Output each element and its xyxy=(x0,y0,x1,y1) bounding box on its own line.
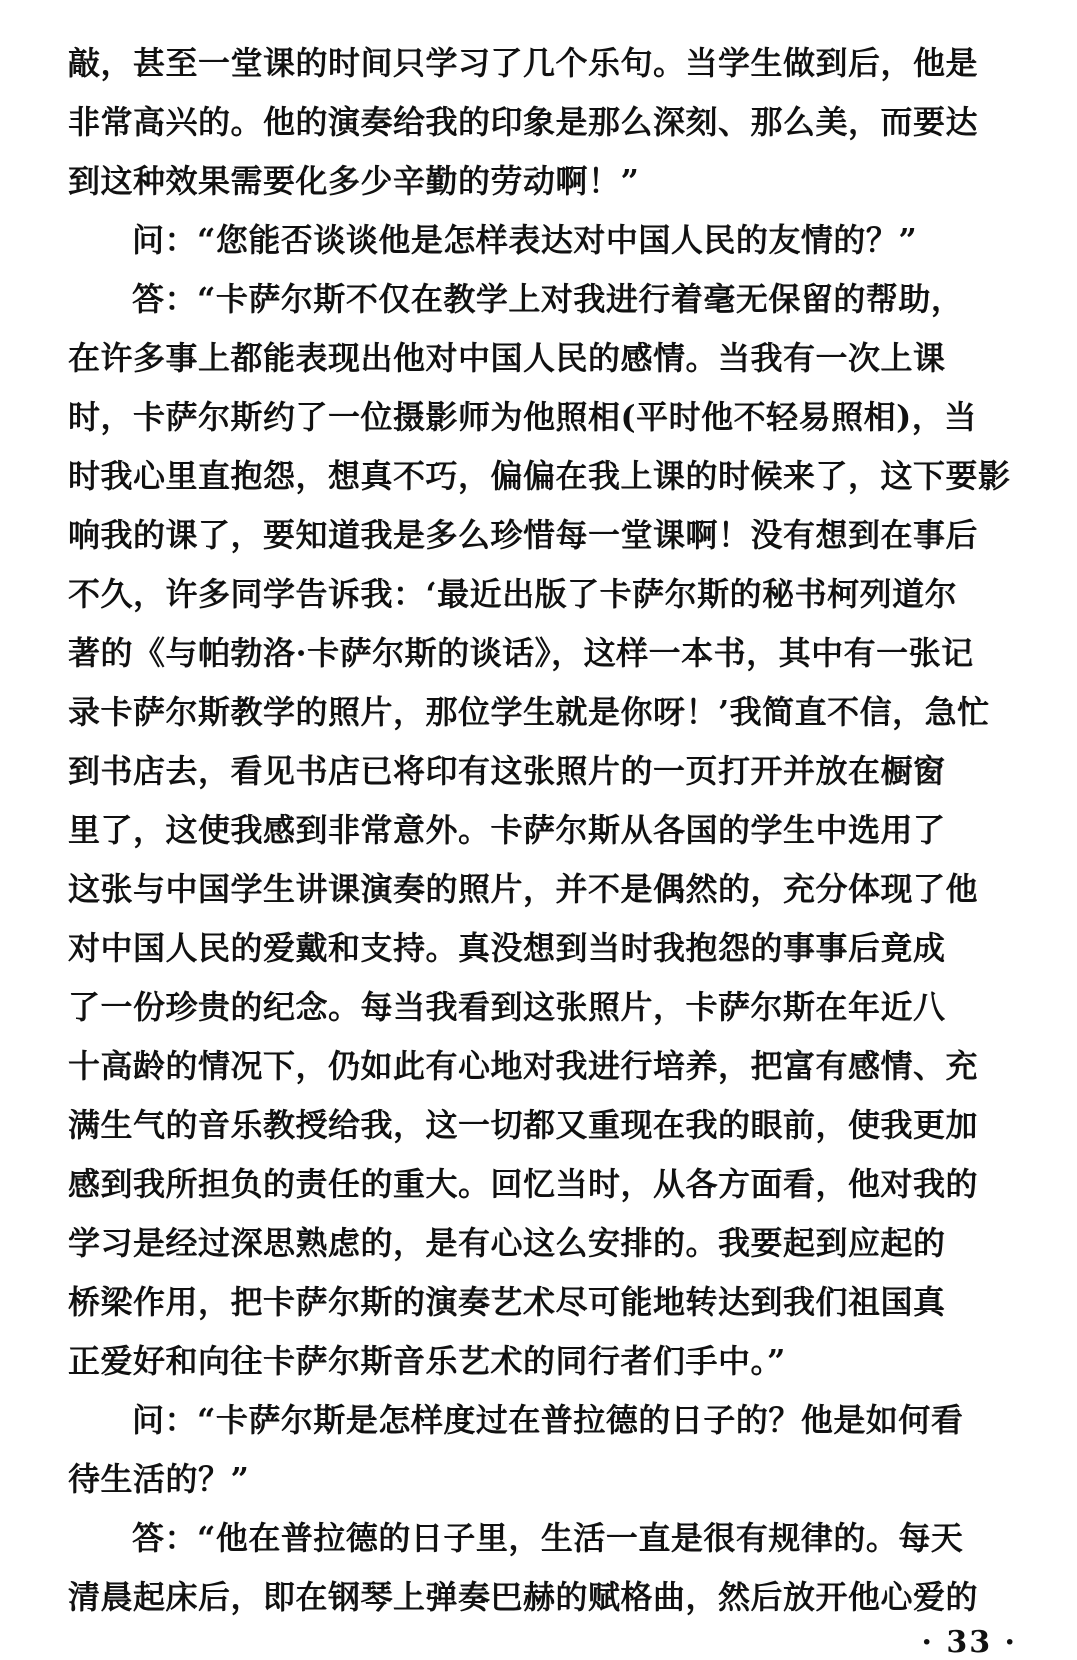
text-line: 著的《与帕勃洛·卡萨尔斯的谈话》，这样一本书，其中有一张记 xyxy=(68,634,974,672)
text-line: 答：“卡萨尔斯不仅在教学上对我进行着毫无保留的帮助， xyxy=(132,280,964,318)
text-line: 满生气的音乐教授给我，这一切都又重现在我的眼前，使我更加 xyxy=(68,1106,979,1144)
text-line: 对中国人民的爱戴和支持。真没想到当时我抱怨的事事后竟成 xyxy=(68,929,946,967)
text-body xyxy=(68,34,1018,1627)
text-line: 待生活的？” xyxy=(68,1460,250,1498)
text-line: 到这种效果需要化多少辛勤的劳动啊！” xyxy=(68,162,640,200)
text-line: 学习是经过深思熟虑的，是有心这么安排的。我要起到应起的 xyxy=(68,1224,946,1262)
text-line: 问：“您能否谈谈他是怎样表达对中国人民的友情的？” xyxy=(132,221,918,259)
text-line: 非常高兴的。他的演奏给我的印象是那么深刻、那么美，而要达 xyxy=(68,103,979,141)
text-line: 答：“他在普拉德的日子里，生活一直是很有规律的。每天 xyxy=(132,1519,964,1557)
text-line: 问：“卡萨尔斯是怎样度过在普拉德的日子的？他是如何看 xyxy=(132,1401,964,1439)
text-line: 了一份珍贵的纪念。每当我看到这张照片，卡萨尔斯在年近八 xyxy=(68,988,946,1026)
text-line: 到书店去，看见书店已将印有这张照片的一页打开并放在橱窗 xyxy=(68,752,946,790)
text-line: 敲，甚至一堂课的时间只学习了几个乐句。当学生做到后，他是 xyxy=(68,44,979,82)
text-line: 感到我所担负的责任的重大。回忆当时，从各方面看，他对我的 xyxy=(68,1165,979,1203)
page-number: · 33 · xyxy=(921,1625,1017,1660)
text-line: 录卡萨尔斯教学的照片，那位学生就是你呀！’我简直不信，急忙 xyxy=(68,693,990,731)
text-line: 桥梁作用，把卡萨尔斯的演奏艺术尽可能地转达到我们祖国真 xyxy=(68,1283,946,1321)
text-line: 这张与中国学生讲课演奏的照片，并不是偶然的，充分体现了他 xyxy=(68,870,979,908)
text-line: 不久，许多同学告诉我：‘最近出版了卡萨尔斯的秘书柯列道尔 xyxy=(68,575,958,613)
text-line: 在许多事上都能表现出他对中国人民的感情。当我有一次上课 xyxy=(68,339,946,377)
text-line: 正爱好和向往卡萨尔斯音乐艺术的同行者们手中。” xyxy=(68,1342,786,1380)
text-line: 时我心里直抱怨，想真不巧，偏偏在我上课的时候来了，这下要影 xyxy=(68,457,1011,495)
text-line: 响我的课了，要知道我是多么珍惜每一堂课啊！没有想到在事后 xyxy=(68,516,979,554)
text-line: 时，卡萨尔斯约了一位摄影师为他照相(平时他不轻易照相)，当 xyxy=(68,398,977,436)
text-line: 里了，这使我感到非常意外。卡萨尔斯从各国的学生中选用了 xyxy=(68,811,946,849)
text-line: 清晨起床后，即在钢琴上弹奏巴赫的赋格曲，然后放开他心爱的 xyxy=(68,1578,979,1616)
text-line: 十高龄的情况下，仍如此有心地对我进行培养，把富有感情、充 xyxy=(68,1047,979,1085)
